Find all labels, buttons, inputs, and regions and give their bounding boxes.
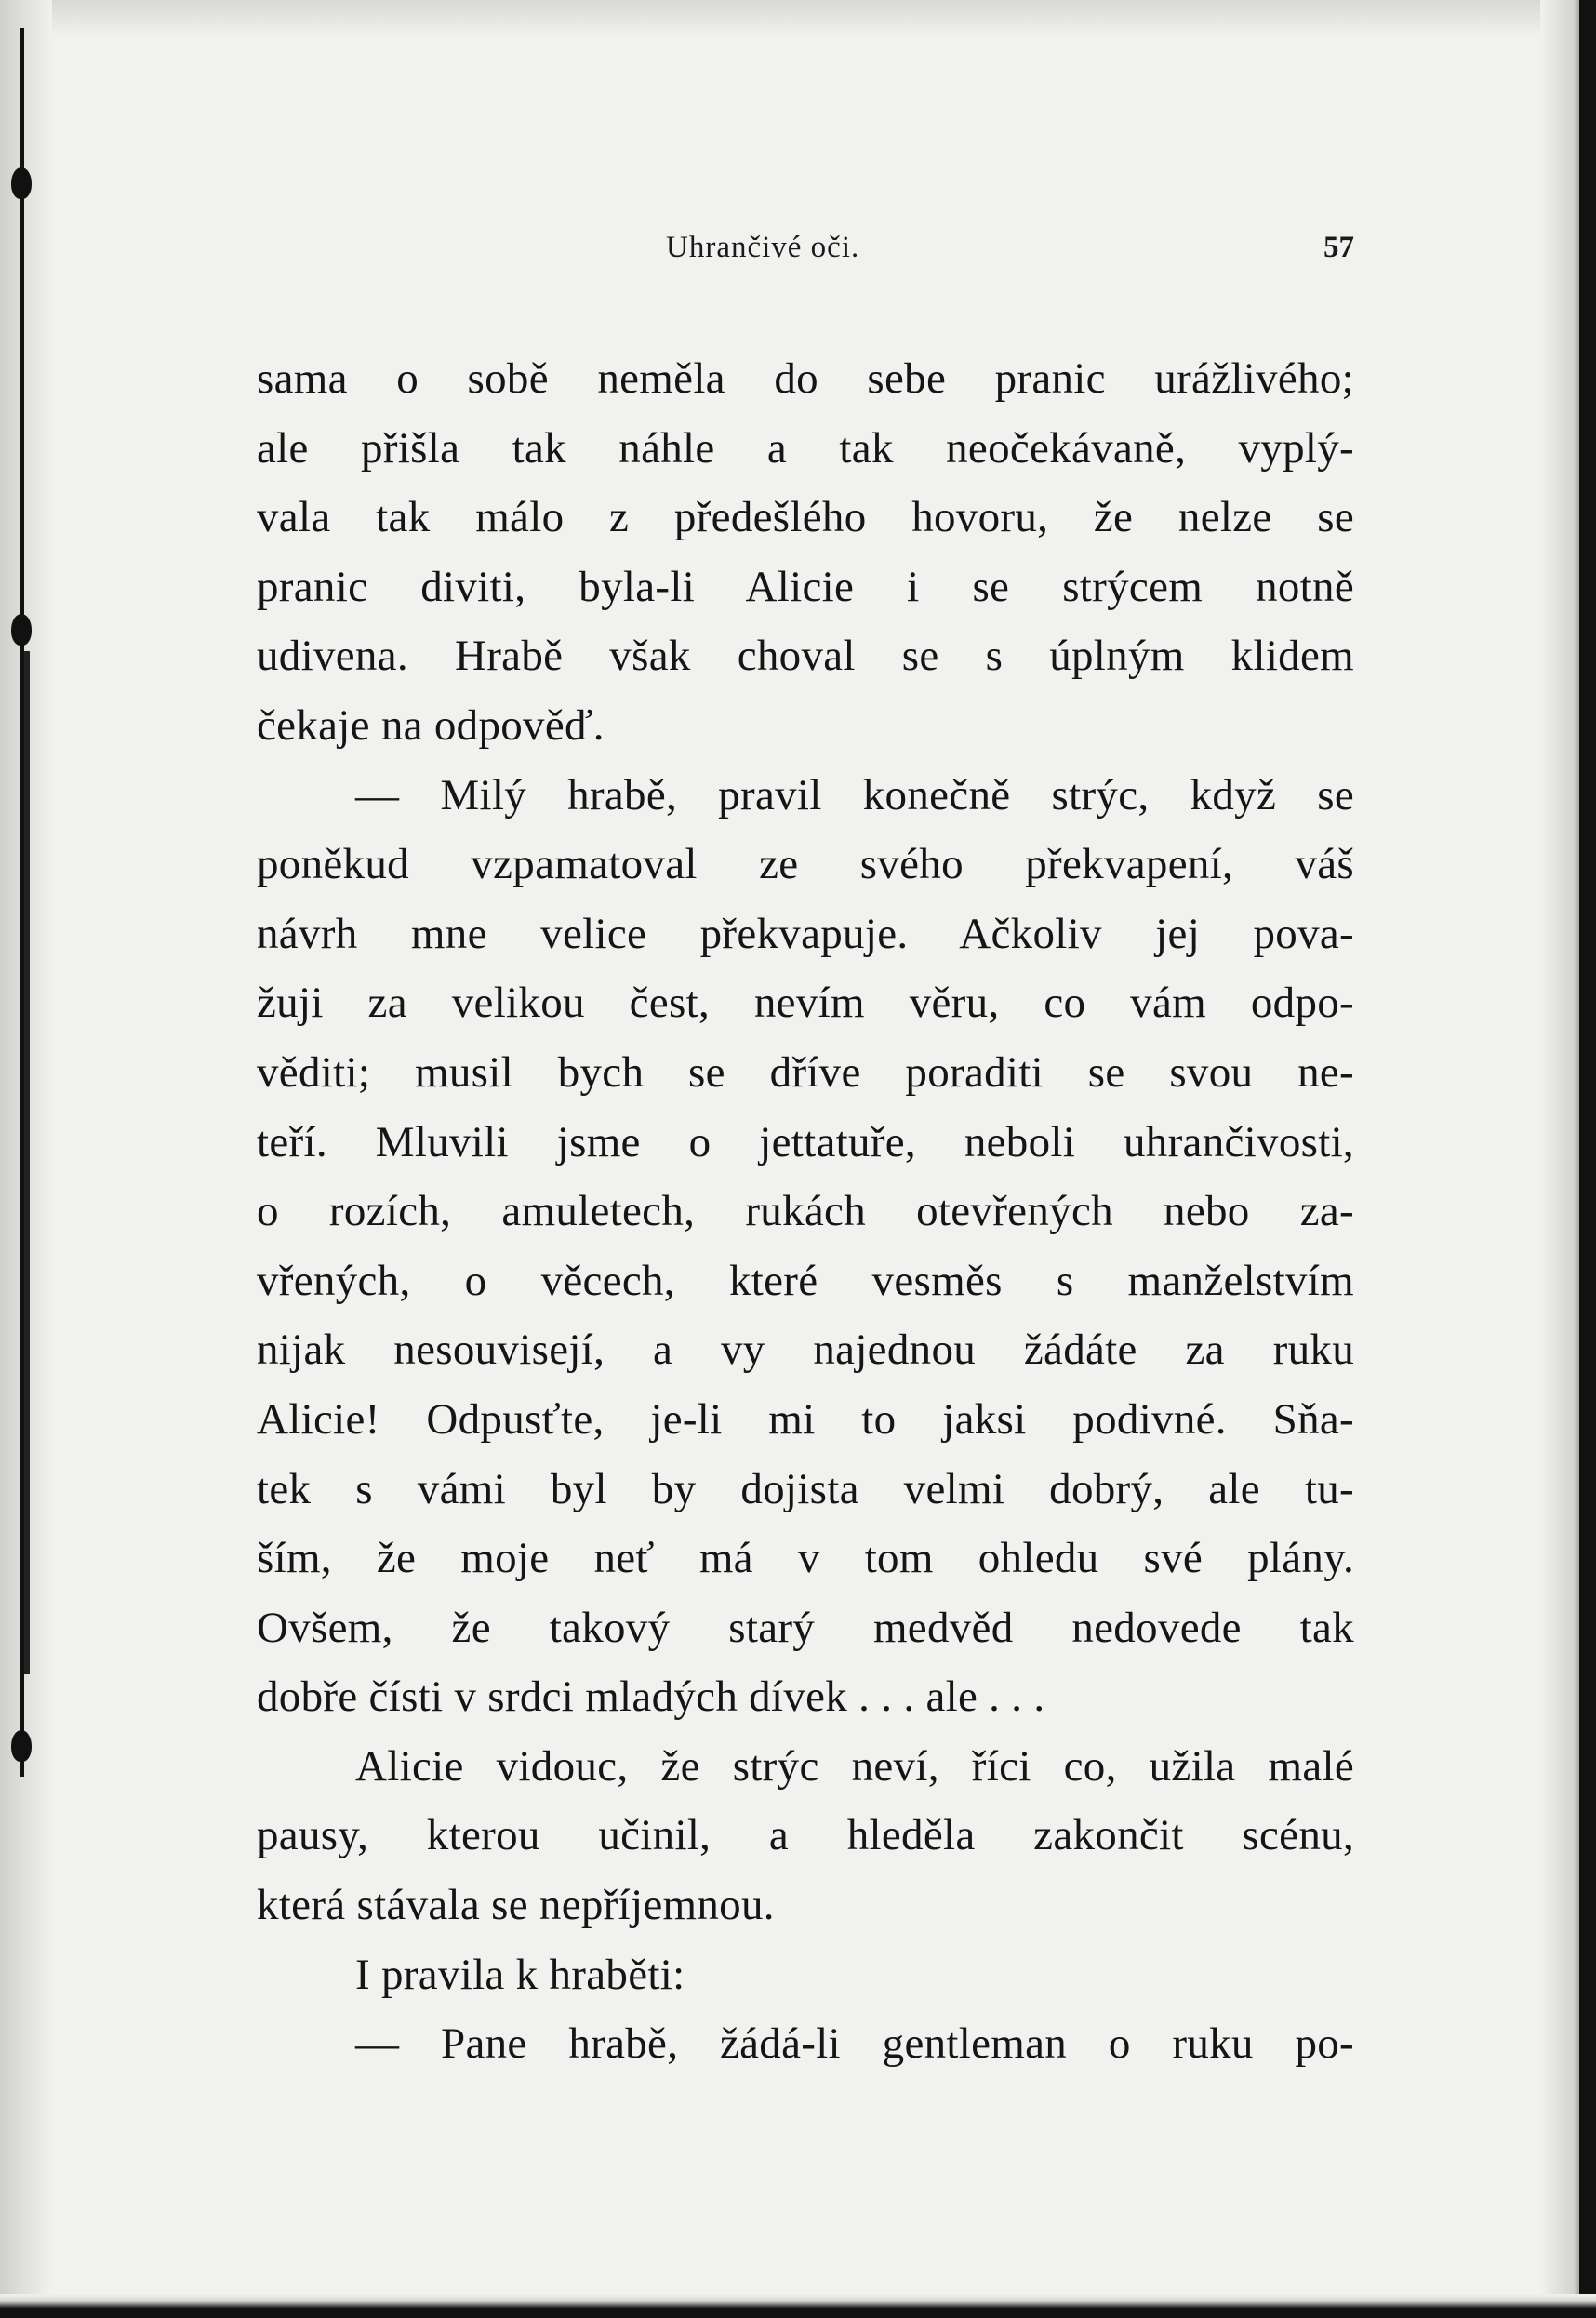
text-line: dobře čísti v srdci mladých dívek . . . ale . . . [257,1672,1045,1722]
text-line: poněkud vzpamatoval ze svého překvapení, váš [257,840,1354,889]
page-number: 57 [1323,231,1354,264]
text-line: ším, že moje neť má v tom ohledu své plány. [257,1534,1354,1583]
text-line: o rozích, amuletech, rukách otevřených nebo za- [257,1187,1354,1236]
text-line: sama o sobě neměla do sebe pranic urážlivého; [257,354,1354,403]
running-title: Uhrančivé oči. [666,231,860,264]
text-line: udivena. Hrabě však choval se s úplným klidem [257,632,1354,681]
text-line: I pravila k hraběti: [355,1950,685,1999]
text-line: nijak nesouvisejí, a vy najednou žádáte za ruku [257,1326,1354,1375]
text-line: věditi; musil bych se dříve poraditi se svou ne- [257,1047,1354,1097]
binding-mark [11,1730,32,1762]
text-line: — Milý hrabě, pravil konečně strýc, když se [355,770,1354,819]
text-line: teří. Mluvili jsme o jettatuře, neboli uhrančivosti, [257,1117,1354,1166]
text-line: návrh mne velice překvapuje. Ačkoliv jej pova- [257,909,1354,958]
text-line: tek s vámi byl by dojista velmi dobrý, ale tu- [257,1464,1354,1513]
text-line: Alicie vidouc, že strýc neví, říci co, užila malé [355,1741,1354,1791]
binding-mark [11,614,32,646]
text-line: vřených, o věcech, které vesměs s manželstvím [257,1256,1354,1305]
text-line: žuji za velikou čest, nevím věru, co vám odpo- [257,979,1354,1028]
text-line: Alicie! Odpusťte, je-li mi to jaksi podivné. Sňa- [257,1394,1354,1444]
text-line: — Pane hrabě, žádá-li gentleman o ruku po- [355,2019,1354,2069]
binding-line-lower [24,651,30,1674]
right-scan-border [1579,0,1596,2318]
top-scan-edge [0,0,1596,37]
page-header [257,231,1354,273]
binding-mark [11,167,32,199]
text-line: která stávala se nepříjemnou. [257,1881,775,1930]
text-line: čekaje na odpověď. [257,700,605,750]
text-line: ale přišla tak náhle a tak neočekávaně, vyplý- [257,423,1354,473]
body-text [257,344,1354,2079]
bottom-scan-edge [0,2294,1596,2318]
text-line: Ovšem, že takový starý medvěd nedovede tak [257,1603,1354,1652]
text-line: pranic diviti, byla-li Alicie i se strýcem notně [257,562,1354,611]
text-line: pausy, kterou učinil, a hleděla zakončit scénu, [257,1811,1354,1860]
text-line: vala tak málo z předešlého hovoru, že nelze se [257,493,1354,542]
